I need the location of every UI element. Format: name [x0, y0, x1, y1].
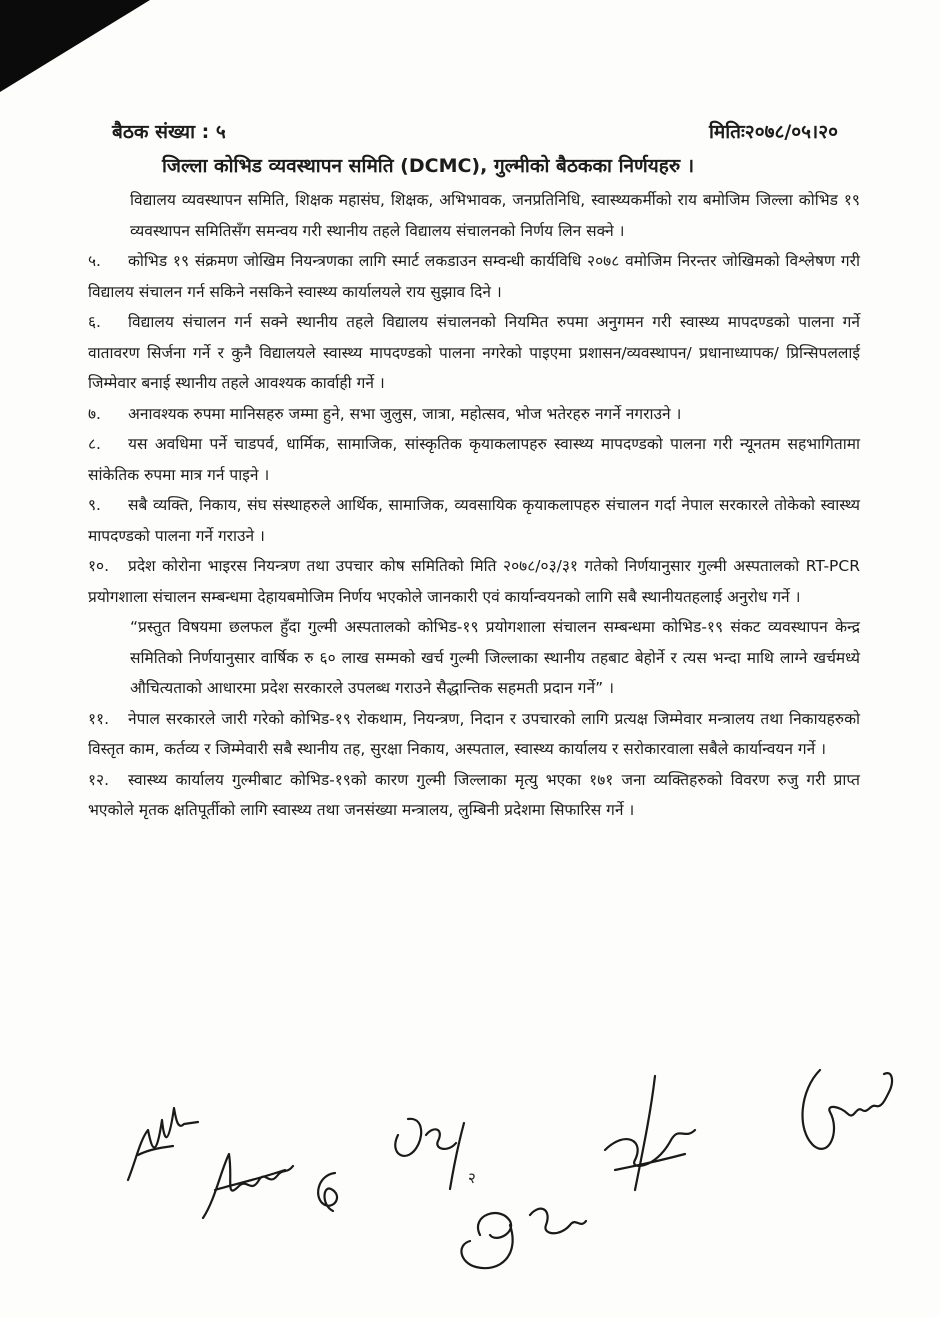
meeting-number: बैठक संख्या : ५: [112, 121, 226, 143]
decision-item: [88, 429, 860, 490]
signature-2: [195, 1140, 305, 1230]
decision-item: [88, 490, 860, 551]
quoted-text: “प्रस्तुत विषयमा छलफल हुँदा गुल्मी अस्पतालको कोभिड-१९ प्रयोगशाला संचालन सम्बन्धमा कोभिड-१९ संकट व्यवस्थापन केन्द्र समितिको निर्णयानुसार वार्षिक रु ६० लाख सम्मको खर्च गुल्मी जिल्लाका स्थानीय तहबाट बेहोर्ने र त्यस भन्दा माथि लाग्ने खर्चमध्ये औचित्यताको आधारमा प्रदेश सरकारले उपलब्ध गराउने सैद्धान्तिक सहमती प्रदान गर्ने” ।: [130, 618, 860, 697]
decision-item: [88, 704, 860, 765]
decisions-body: [0, 185, 940, 826]
item-text: प्रदेश कोरोना भाइरस नियन्त्रण तथा उपचार कोष समितिको मिति २०७८/०३/३१ गतेको निर्णयानुसार गुल्मी अस्पतालको RT-PCR प्रयोगशाला संचालन सम्बन्धमा देहायबमोजिम निर्णय भएकोले जानकारी एवं कार्यान्वयनको लागि सबै स्थानीयतहलाई अनुरोध गर्ने ।: [88, 557, 860, 606]
item-number: ५.: [88, 252, 101, 270]
item-text: यस अवधिमा पर्ने चाडपर्व, धार्मिक, सामाजिक, सांस्कृतिक कृयाकलापहरु स्वास्थ्य मापदण्डको पालना गरी न्यूनतम सहभागितामा सांकेतिक रुपमा मात्र गर्न पाइने ।: [88, 435, 860, 484]
item-number: ९.: [88, 496, 101, 514]
signature-6: [585, 1070, 705, 1200]
item-number: ६.: [88, 313, 101, 331]
page-number: २: [468, 1169, 476, 1187]
decision-item: [88, 551, 860, 612]
item-text: स्वास्थ्य कार्यालय गुल्मीबाट कोभिड-१९को कारण गुल्मी जिल्लाका मृत्यु भएका १७१ जना व्यक्तिहरुको विवरण रुजु गरी प्राप्त भएकोले मृतक क्षतिपूर्तीको लागि स्वास्थ्य तथा जनसंख्या मन्त्रालय, लुम्बिनी प्रदेशमा सिफारिस गर्ने ।: [88, 770, 860, 819]
meeting-date: मितिः२०७८/०५।२०: [708, 121, 838, 143]
decision-item: [88, 399, 860, 430]
signature-4: [378, 1105, 478, 1195]
item-text: विद्यालय संचालन गर्न सक्ने स्थानीय तहले विद्यालय संचालनको नियमित रुपमा अनुगमन गरी स्वास्थ्य मापदण्डको पालना गर्ने वातावरण सिर्जना गर्ने र कुनै विद्यालयले स्वास्थ्य मापदण्डको पालना नगरेको पाइएमा प्रशासन/व्यवस्थापन/ प्रधानाध्यापक/ प्रिन्सिपललाई जिम्मेवार बनाई स्थानीय तहले आवश्यक कार्वाही गर्ने ।: [88, 313, 860, 392]
quoted-decision: [130, 612, 860, 704]
item-text: सबै व्यक्ति, निकाय, संघ संस्थाहरुले आर्थिक, सामाजिक, व्यवसायिक कृयाकलापहरु संचालन गर्दा नेपाल सरकारले तोकेको स्वास्थ्य मापदण्डको पालना गर्ने गराउने ।: [88, 496, 860, 545]
item-text: कोभिड १९ संक्रमण जोखिम नियन्त्रणका लागि स्मार्ट लकडाउन सम्वन्धी कार्यविधि २०७८ वमोजिम निरन्तर जोखिमको विश्लेषण गरी विद्यालय संचालन गर्न सकिने नसकिने स्वास्थ्य कार्यालयले राय सुझाव दिने ।: [88, 252, 860, 301]
intro-text: विद्यालय व्यवस्थापन समिति, शिक्षक महासंघ, शिक्षक, अभिभावक, जनप्रतिनिधि, स्वास्थ्यकर्मीको राय बमोजिम जिल्ला कोभिड १९ व्यवस्थापन समितिसँग समन्वय गरी स्थानीय तहले विद्यालय संचालनको निर्णय लिन सक्ने ।: [130, 191, 860, 240]
decision-item: [88, 246, 860, 307]
document-title: जिल्ला कोभिड व्यवस्थापन समिति (DCMC), गुल्मीको बैठकका निर्णयहरु ।: [162, 155, 695, 177]
item-number: ७.: [88, 404, 101, 423]
item-text: नेपाल सरकारले जारी गरेको कोभिड-१९ रोकथाम, नियन्त्रण, निदान र उपचारको लागि प्रत्यक्ष जिम्मेवार मन्त्रालय तथा निकायहरुको विस्तृत काम, कर्तव्य र जिम्मेवारी सबै स्थानीय तह, सुरक्षा निकाय, अस्पताल, स्वास्थ्य कार्यालय र सरोकारवाला सबैले कार्यान्वयन गर्ने ।: [88, 709, 860, 758]
item-number: ११.: [88, 709, 110, 728]
signature-5: [440, 1185, 590, 1275]
scan-corner-fold: [0, 0, 150, 92]
item-number: ८.: [88, 435, 101, 453]
decision-item: [88, 765, 860, 826]
signature-7: [790, 1050, 900, 1160]
signature-3: [305, 1165, 355, 1215]
item-text: अनावश्यक रुपमा मानिसहरु जम्मा हुने, सभा जुलुस, जात्रा, महोत्सव, भोज भतेरहरु नगर्ने नगराउने ।: [128, 404, 682, 423]
item-number: १०.: [88, 557, 110, 575]
item-number: १२.: [88, 770, 110, 789]
decision-item: [88, 307, 860, 399]
intro-paragraph: [130, 185, 860, 246]
